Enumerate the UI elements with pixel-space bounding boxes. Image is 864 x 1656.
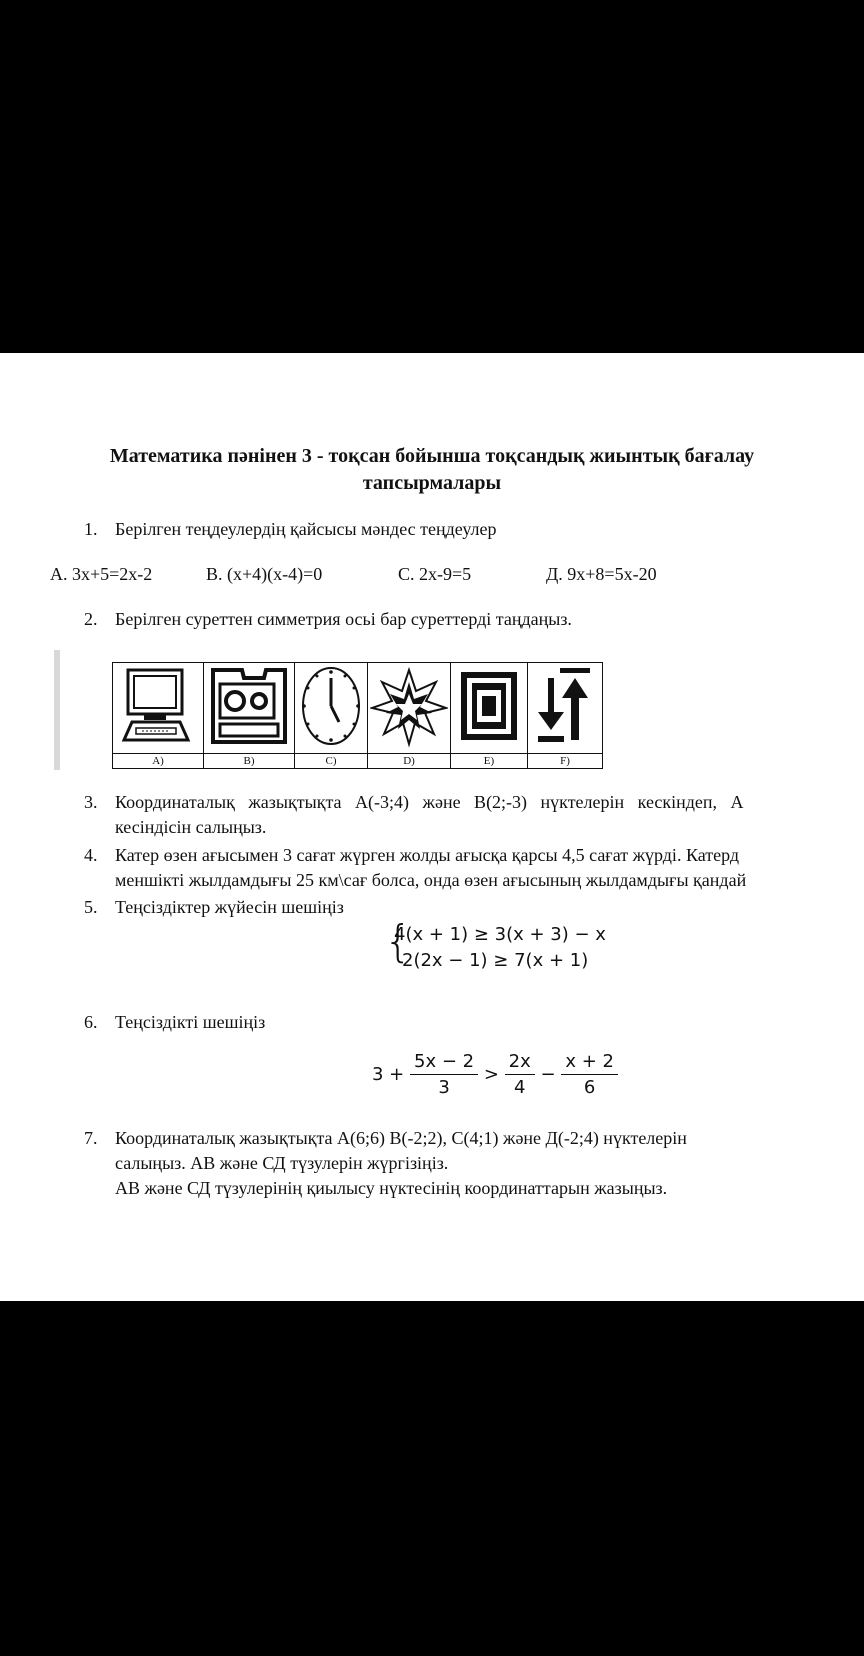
clock-icon [297, 664, 365, 748]
fraction-2 [505, 1051, 535, 1098]
cassette-icon [208, 664, 290, 748]
q7-line-1: Координаталық жазықтықта А(6;6) В(-2;2), С(4;1) және Д(-2;4) нүктелерін [115, 1128, 687, 1148]
q3-number: 3. [84, 792, 98, 812]
system-eq-1: 4(x + 1) ≥ 3(x + 3) − x [394, 924, 606, 945]
expr-minus-sign: − [540, 1064, 556, 1085]
q4-number: 4. [84, 845, 98, 865]
fraction-2-numerator: 2x [505, 1051, 535, 1075]
q5-number: 5. [84, 897, 98, 917]
q1-option-a: А. 3x+5=2x-2 [50, 564, 153, 584]
q4-line-1: Катер өзен ағысымен 3 сағат жүрген жолды ағысқа қарсы 4,5 сағат жүрді. Катерд [115, 845, 740, 865]
fraction-2-denominator: 4 [513, 1077, 526, 1098]
inequality-expression [372, 1051, 618, 1098]
fraction-1 [410, 1051, 478, 1098]
q7-line-2: салыңыз. АВ және СД түзулерін жүргізіңіз. [115, 1153, 449, 1173]
figure-cell-f [528, 663, 603, 754]
computer-icon [118, 664, 198, 748]
system-eq-2: 2(2x − 1) ≥ 7(x + 1) [402, 950, 589, 971]
q1-option-b: В. (x+4)(x-4)=0 [206, 564, 323, 584]
q6-text: Теңсіздікті шешіңіз [115, 1012, 266, 1032]
figure-cell-c [295, 663, 368, 754]
fraction-1-numerator: 5x − 2 [410, 1051, 478, 1075]
q3-line-1: Координаталық жазықтықта А(-3;4) және В(2;-3) нүктелерін кескіндеп, А [115, 792, 744, 812]
system-brace: { [384, 916, 412, 967]
q4-line-2: меншікті жылдамдығы 25 км\сағ болса, онда өзен ағысының жылдамдығы қандай [115, 870, 747, 890]
figure-label-c: C) [295, 754, 368, 769]
worksheet-page [0, 353, 864, 1301]
q7-number: 7. [84, 1128, 98, 1148]
figure-cell-a [113, 663, 204, 754]
figure-label-a: A) [113, 754, 204, 769]
page-title [0, 443, 864, 497]
fraction-3 [561, 1051, 618, 1098]
figure-cell-b [204, 663, 295, 754]
figure-label-d: D) [368, 754, 451, 769]
fraction-3-numerator: x + 2 [561, 1051, 618, 1075]
q1-text: Берілген теңдеулердің қайсысы мәндес теңдеулер [115, 519, 497, 539]
title-line-2: тапсырмалары [362, 472, 502, 494]
q7-line-3: АВ және СД түзулерінің қиылысу нүктесінің координаттарын жазыңыз. [115, 1178, 668, 1198]
star-icon [370, 664, 448, 748]
expr-greater-sign: > [483, 1064, 499, 1085]
arrows-icon [530, 664, 600, 748]
q5-text: Теңсіздіктер жүйесін шешіңіз [115, 897, 344, 917]
margin-bar [54, 650, 60, 770]
q1-option-c: С. 2x-9=5 [398, 564, 472, 584]
figure-label-e: E) [451, 754, 528, 769]
nested-squares-icon [453, 664, 525, 748]
fraction-3-denominator: 6 [583, 1077, 596, 1098]
q2-number: 2. [84, 609, 98, 629]
figures-table [112, 662, 603, 769]
figure-cell-e [451, 663, 528, 754]
title-line-1: Математика пәнінен 3 - тоқсан бойынша тоқсандық жиынтық бағалау [109, 445, 755, 467]
q1-number: 1. [84, 519, 98, 539]
figure-cell-d [368, 663, 451, 754]
q1-option-d: Д. 9x+8=5x-20 [546, 564, 657, 584]
figure-label-f: F) [528, 754, 603, 769]
q3-line-2: кесіндісін салыңыз. [115, 817, 267, 837]
figure-label-b: B) [204, 754, 295, 769]
q6-number: 6. [84, 1012, 98, 1032]
expr-lead: 3 + [372, 1064, 405, 1085]
q2-text: Берілген суреттен симметрия осьі бар суреттерді таңдаңыз. [115, 609, 572, 629]
fraction-1-denominator: 3 [438, 1077, 450, 1098]
